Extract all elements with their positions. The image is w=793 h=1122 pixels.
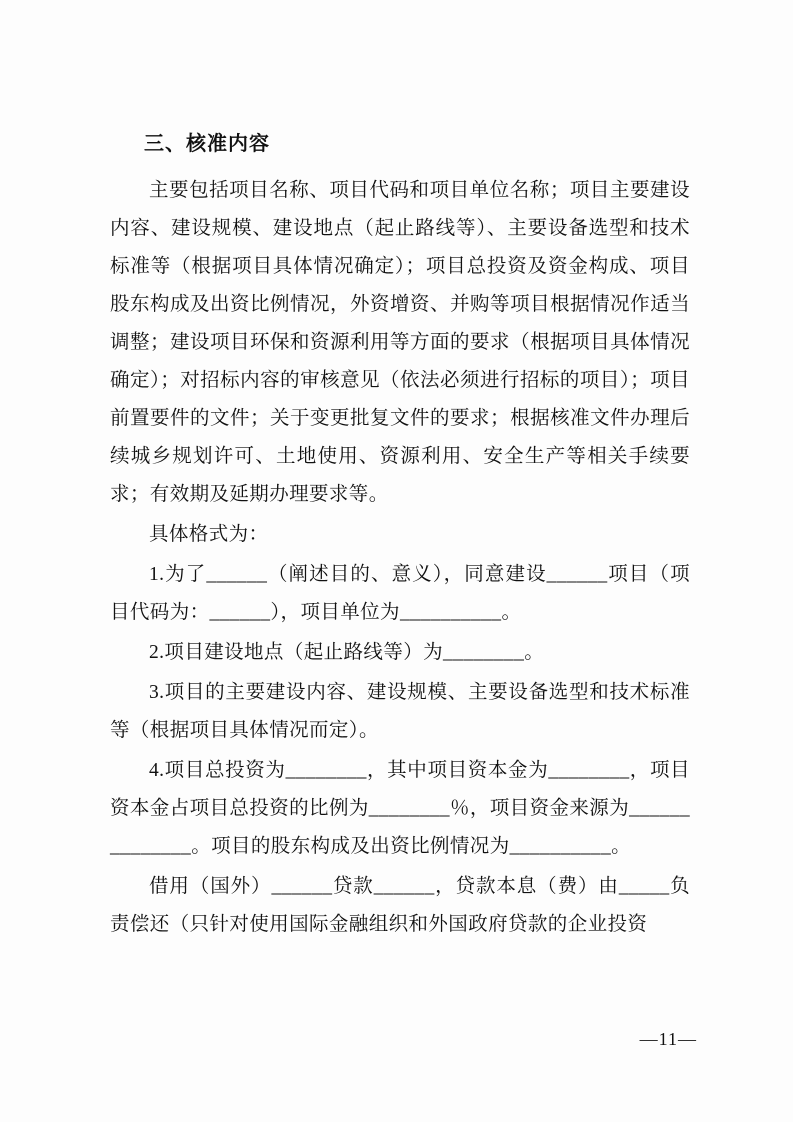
document-content	[110, 128, 690, 944]
paragraph-item-4: 4.项目总投资为________，其中项目资本金为________，项目资本金占项目总投资的比例为________％，项目资金来源为______________。项目的股东构成及出资比例情况为__________。	[110, 760, 690, 858]
section-heading: 三、核准内容	[144, 133, 270, 155]
paragraph-item-3: 3.项目的主要建设内容、建设规模、主要设备选型和技术标准等（根据项目具体情况而定）。	[110, 682, 690, 742]
paragraph-main-contents: 主要包括项目名称、项目代码和项目单位名称；项目主要建设内容、建设规模、建设地点（起止路线等）、主要设备选型和技术标准等（根据项目具体情况确定）；项目总投资及资金构成、项目股东构成及出资比例情况，外资增资、并购等项目根据情况作适当调整；建设项目环保和资源利用等方面的要求（根据项目具体情况确定）；对招标内容的审核意见（依法必须进行招标的项目）；项目前置要件的文件；关于变更批复文件的要求；根据核准文件办理后续城乡规划许可、土地使用、资源利用、安全生产等相关手续要求；有效期及延期办理要求等。	[110, 180, 690, 506]
paragraph-format-intro: 具体格式为：	[149, 524, 269, 546]
paragraph-item-2: 2.项目建设地点（起止路线等）为________。	[149, 642, 545, 664]
paragraph-loan: 借用（国外）______贷款______，贷款本息（费）由_____负责偿还（只针对使用国际金融组织和外国政府贷款的企业投资	[110, 876, 690, 936]
page-number: —11—	[639, 1029, 697, 1049]
paragraph-item-1: 1.为了______（阐述目的、意义），同意建设______项目（项目代码为：______），项目单位为__________。	[110, 564, 690, 624]
